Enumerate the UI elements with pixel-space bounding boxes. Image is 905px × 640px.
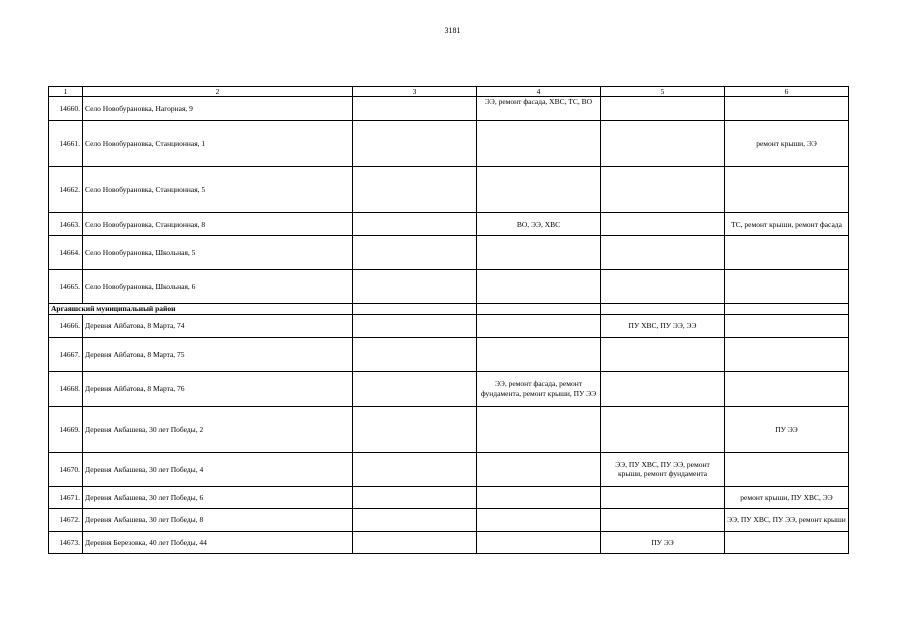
column-header: 2 xyxy=(83,87,353,97)
row-col5: ПУ ХВС, ПУ ЭЭ, ЭЭ xyxy=(601,314,725,337)
table-row xyxy=(49,406,849,452)
page-number: 3181 xyxy=(444,26,461,35)
row-col5 xyxy=(601,167,725,213)
row-col5 xyxy=(601,270,725,304)
row-col6 xyxy=(725,531,849,553)
row-col3 xyxy=(353,121,477,167)
row-col3 xyxy=(353,167,477,213)
table-row xyxy=(49,452,849,486)
row-col5 xyxy=(601,508,725,531)
row-col3 xyxy=(353,213,477,236)
table-row xyxy=(49,314,849,337)
row-col3 xyxy=(353,314,477,337)
table-row xyxy=(49,531,849,553)
row-col6 xyxy=(725,167,849,213)
row-address: Деревня Акбашева, 30 лет Победы, 6 xyxy=(83,486,353,508)
row-col5 xyxy=(601,213,725,236)
row-col3 xyxy=(353,406,477,452)
row-number: 14667. xyxy=(49,337,83,371)
row-address: Село Новобурановка, Станционная, 5 xyxy=(83,167,353,213)
row-col5 xyxy=(601,121,725,167)
row-address: Деревня Березовка, 40 лет Победы, 44 xyxy=(83,531,353,553)
row-col4 xyxy=(477,452,601,486)
row-col4 xyxy=(477,236,601,270)
row-col5 xyxy=(601,236,725,270)
row-number: 14673. xyxy=(49,531,83,553)
row-col3 xyxy=(353,508,477,531)
row-address: Село Новобурановка, Станционная, 8 xyxy=(83,213,353,236)
row-address: Село Новобурановка, Школьная, 5 xyxy=(83,236,353,270)
row-address: Деревня Айбатова, 8 Марта, 74 xyxy=(83,314,353,337)
row-col4 xyxy=(477,486,601,508)
row-address: Деревня Акбашева, 30 лет Победы, 2 xyxy=(83,406,353,452)
row-col6: ПУ ЭЭ xyxy=(725,406,849,452)
row-col4: ЭЭ, ремонт фасада, ХВС, ТС, ВО xyxy=(477,97,601,121)
row-col3 xyxy=(353,236,477,270)
row-number: 14663. xyxy=(49,213,83,236)
table-row xyxy=(49,270,849,304)
row-number: 14672. xyxy=(49,508,83,531)
region-name: Аргаяшский муниципальный район xyxy=(49,304,353,314)
table-row xyxy=(49,121,849,167)
table-row xyxy=(49,371,849,406)
row-number: 14660. xyxy=(49,97,83,121)
row-col6: ЭЭ, ПУ ХВС, ПУ ЭЭ, ремонт крыши xyxy=(725,508,849,531)
row-col5 xyxy=(601,97,725,121)
row-col5 xyxy=(601,337,725,371)
region-row xyxy=(49,304,849,314)
column-header: 3 xyxy=(353,87,477,97)
row-col5: ПУ ЭЭ xyxy=(601,531,725,553)
row-col6 xyxy=(725,337,849,371)
row-col5 xyxy=(601,406,725,452)
table-row xyxy=(49,213,849,236)
column-header: 4 xyxy=(477,87,601,97)
row-col6: ремонт крыши, ЭЭ xyxy=(725,121,849,167)
row-address: Село Новобурановка, Нагорная, 9 xyxy=(83,97,353,121)
row-address: Деревня Айбатова, 8 Марта, 76 xyxy=(83,371,353,406)
row-col4 xyxy=(477,270,601,304)
row-col4 xyxy=(477,337,601,371)
table-row xyxy=(49,337,849,371)
row-col3 xyxy=(353,486,477,508)
row-col5: ЭЭ, ПУ ХВС, ПУ ЭЭ, ремонт крыши, ремонт фундамента xyxy=(601,452,725,486)
row-col3 xyxy=(353,452,477,486)
table-row xyxy=(49,236,849,270)
column-header: 1 xyxy=(49,87,83,97)
row-col6 xyxy=(725,236,849,270)
row-col6: ТС, ремонт крыши, ремонт фасада xyxy=(725,213,849,236)
row-address: Деревня Акбашева, 30 лет Победы, 8 xyxy=(83,508,353,531)
row-number: 14662. xyxy=(49,167,83,213)
row-col3 xyxy=(353,531,477,553)
row-col6 xyxy=(725,371,849,406)
row-col4 xyxy=(477,121,601,167)
row-col5 xyxy=(601,486,725,508)
table-row xyxy=(49,508,849,531)
row-col6: ремонт крыши, ПУ ХВС, ЭЭ xyxy=(725,486,849,508)
row-col6 xyxy=(725,452,849,486)
column-header: 5 xyxy=(601,87,725,97)
row-number: 14664. xyxy=(49,236,83,270)
table-row xyxy=(49,486,849,508)
row-col3 xyxy=(353,270,477,304)
column-header: 6 xyxy=(725,87,849,97)
row-col4 xyxy=(477,531,601,553)
row-col3 xyxy=(353,371,477,406)
table-header-row xyxy=(49,87,849,97)
row-number: 14670. xyxy=(49,452,83,486)
row-number: 14666. xyxy=(49,314,83,337)
row-address: Деревня Акбашева, 30 лет Победы, 4 xyxy=(83,452,353,486)
row-col4: ВО, ЭЭ, ХВС xyxy=(477,213,601,236)
row-number: 14665. xyxy=(49,270,83,304)
row-col3 xyxy=(353,97,477,121)
table-row xyxy=(49,167,849,213)
row-col6 xyxy=(725,97,849,121)
row-col4 xyxy=(477,406,601,452)
row-col4 xyxy=(477,508,601,531)
row-number: 14671. xyxy=(49,486,83,508)
row-address: Деревня Айбатова, 8 Марта, 75 xyxy=(83,337,353,371)
row-col6 xyxy=(725,314,849,337)
row-col4: ЭЭ, ремонт фасада, ремонт фундамента, ремонт крыши, ПУ ЭЭ xyxy=(477,371,601,406)
row-col5 xyxy=(601,371,725,406)
table-row xyxy=(49,97,849,121)
row-address: Село Новобурановка, Школьная, 6 xyxy=(83,270,353,304)
row-col4 xyxy=(477,314,601,337)
row-number: 14668. xyxy=(49,371,83,406)
row-col4 xyxy=(477,167,601,213)
row-col6 xyxy=(725,270,849,304)
row-number: 14669. xyxy=(49,406,83,452)
data-table xyxy=(48,86,849,554)
row-address: Село Новобурановка, Станционная, 1 xyxy=(83,121,353,167)
row-col3 xyxy=(353,337,477,371)
row-number: 14661. xyxy=(49,121,83,167)
